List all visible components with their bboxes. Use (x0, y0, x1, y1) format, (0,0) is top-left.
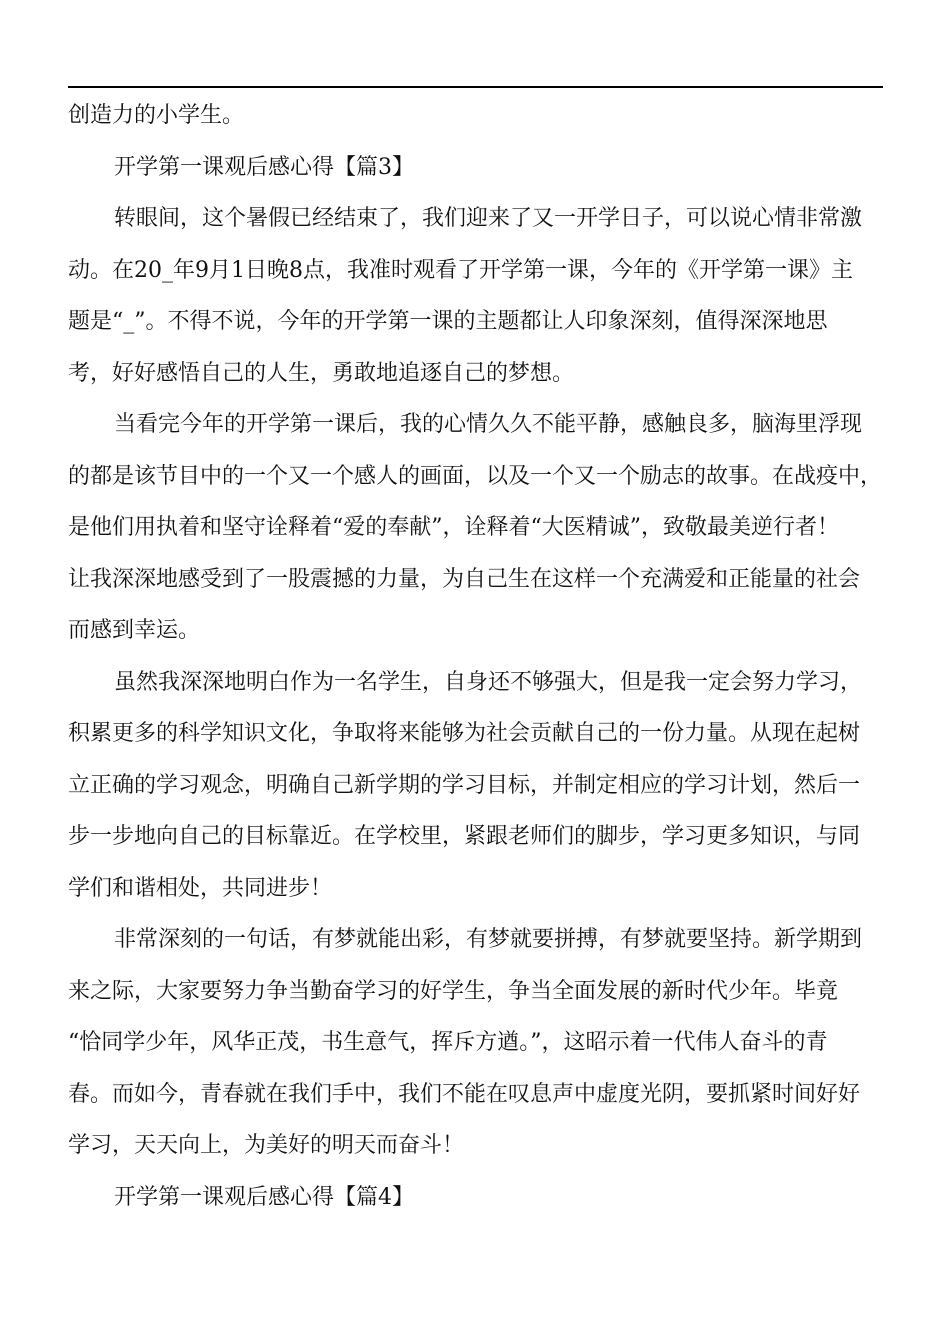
text-line: 转眼间，这个暑假已经结束了，我们迎来了又一开学日子，可以说心情非常激 (114, 206, 863, 231)
header-rule (68, 86, 883, 88)
text-line: 立正确的学习观念，明确自己新学期的学习目标，并制定相应的学习计划，然后一 (68, 772, 861, 798)
text-line: 当看完今年的开学第一课后，我的心情久久不能平静，感触良多，脑海里浮现 (114, 412, 863, 437)
section-heading: 开学第一课观后感心得【篇3】 (114, 154, 414, 180)
paragraph (68, 914, 883, 1172)
text-line: 考，好好感悟自己的人生，勇敢地追逐自己的梦想。 (68, 360, 575, 386)
text-line: 让我深深地感受到了一股震撼的力量，为自己生在这样一个充满爱和正能量的社会 (68, 566, 861, 592)
document-body (68, 90, 883, 1223)
text-line: 学习，天天向上，为美好的明天而奋斗！ (68, 1133, 465, 1158)
paragraph (68, 399, 883, 657)
text-line: 虽然我深深地明白作为一名学生，自身还不够强大，但是我一定会努力学习， (114, 669, 863, 695)
text-line: 积累更多的科学知识文化，争取将来能够为社会贡献自己的一份力量。从现在起树 (68, 721, 861, 746)
text-line: 题是“_”。不得不说，今年的开学第一课的主题都让人印象深刻，值得深深地思 (68, 309, 828, 334)
text-line: 来之际，大家要努力争当勤奋学习的好学生，争当全面发展的新时代少年。毕竟 (68, 978, 839, 1004)
text-line: 非常深刻的一句话，有梦就能出彩，有梦就要拼搏，有梦就要坚持。新学期到 (114, 927, 863, 952)
text-line: 的都是该节目中的一个又一个感人的画面，以及一个又一个励志的故事。在战疫中， (68, 463, 883, 489)
text-line: “恰同学少年，风华正茂，书生意气，挥斥方遒。”，这昭示着一代伟人奋斗的青 (68, 1030, 828, 1055)
text-line: 而感到幸运。 (68, 618, 201, 643)
text-line: 步一步地向自己的目标靠近。在学校里，紧跟老师们的脚步，学习更多知识，与同 (68, 824, 861, 849)
text-line: 春。而如今，青春就在我们手中，我们不能在叹息声中虚度光阴，要抓紧时间好好 (68, 1081, 861, 1107)
text-line: 是他们用执着和坚守诠释着“爱的奉献”，诠释着“大医精诚”，致敬最美逆行者！ (68, 515, 839, 540)
text-line: 学们和谐相处，共同进步！ (68, 875, 333, 901)
section-heading: 开学第一课观后感心得【篇4】 (114, 1184, 414, 1210)
paragraph (68, 657, 883, 915)
continuation-line: 创造力的小学生。 (68, 103, 245, 128)
text-line: 动。在20_年9月1日晚8点，我准时观看了开学第一课，今年的《开学第一课》主 (68, 257, 853, 283)
paragraph (68, 193, 883, 399)
